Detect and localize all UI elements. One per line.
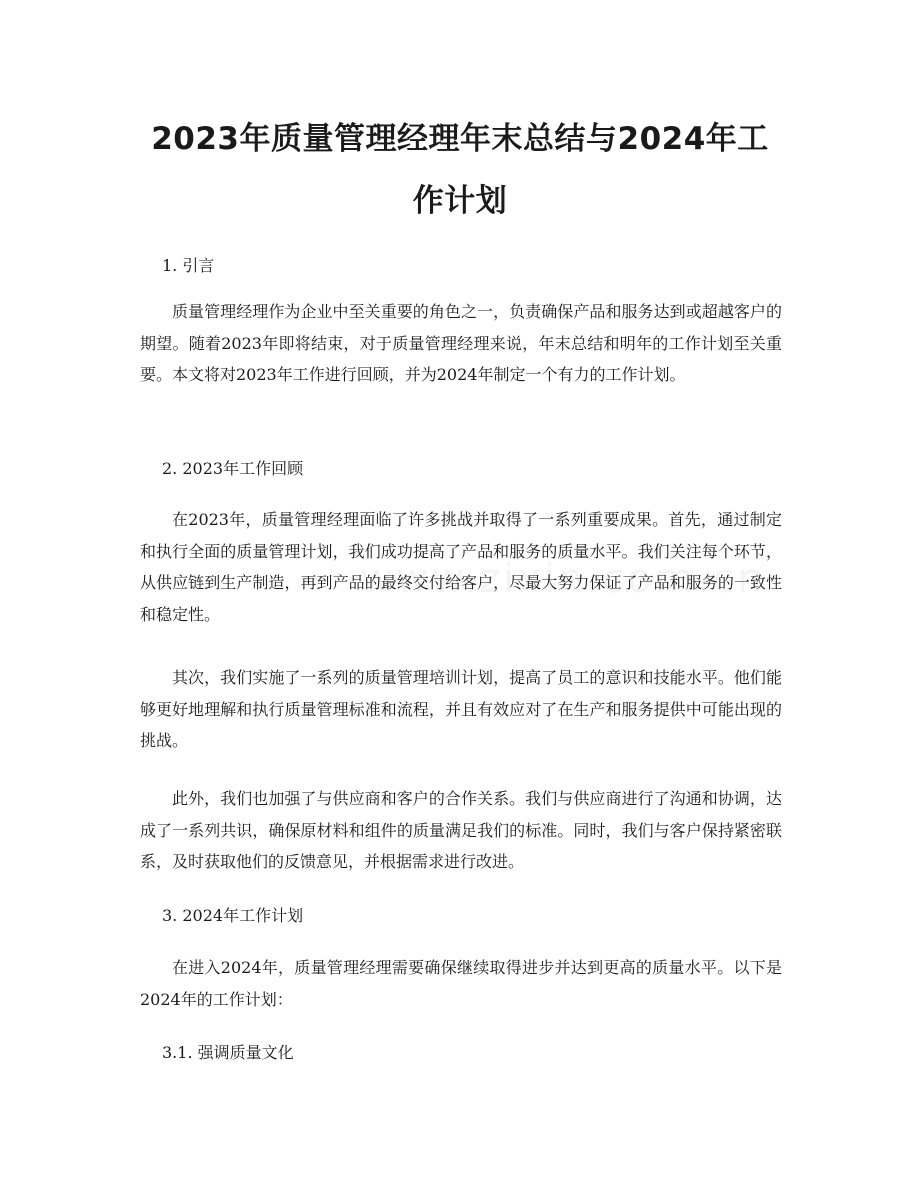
section-heading-review: 2. 2023年工作回顾 — [162, 459, 304, 478]
paragraph-review-2: 其次，我们实施了一系列的质量管理培训计划，提高了员工的意识和技能水平。他们能够更好地理解和执行质量管理标准和流程，并且有效应对了在生产和服务提供中可能出现的挑战。 — [140, 668, 782, 750]
paragraph-plan: 在进入2024年，质量管理经理需要确保继续取得进步并达到更高的质量水平。以下是2024年的工作计划： — [140, 958, 782, 1009]
paragraph-intro: 质量管理经理作为企业中至关重要的角色之一，负责确保产品和服务达到或超越客户的期望。随着2023年即将结束，对于质量管理经理来说，年末总结和明年的工作计划至关重要。本文将对2023年工作进行回顾，并为2024年制定一个有力的工作计划。 — [140, 302, 782, 384]
subsection-heading-quality-culture: 3.1. 强调质量文化 — [162, 1043, 294, 1062]
section-heading-intro: 1. 引言 — [162, 256, 215, 275]
document-title: 2023年质量管理经理年末总结与2024年工作计划 — [151, 121, 769, 219]
section-heading-plan: 3. 2024年工作计划 — [162, 906, 304, 925]
paragraph-review-1: 在2023年，质量管理经理面临了许多挑战并取得了一系列重要成果。首先，通过制定和执行全面的质量管理计划，我们成功提高了产品和服务的质量水平。我们关注每个环节，从供应链到生产制造，再到产品的最终交付给客户，尽最大努力保证了产品和服务的一致性和稳定性。 — [140, 510, 782, 624]
paragraph-review-3: 此外，我们也加强了与供应商和客户的合作关系。我们与供应商进行了沟通和协调，达成了一系列共识，确保原材料和组件的质量满足我们的标准。同时，我们与客户保持紧密联系，及时获取他们的反馈意见，并根据需求进行改进。 — [140, 789, 782, 871]
